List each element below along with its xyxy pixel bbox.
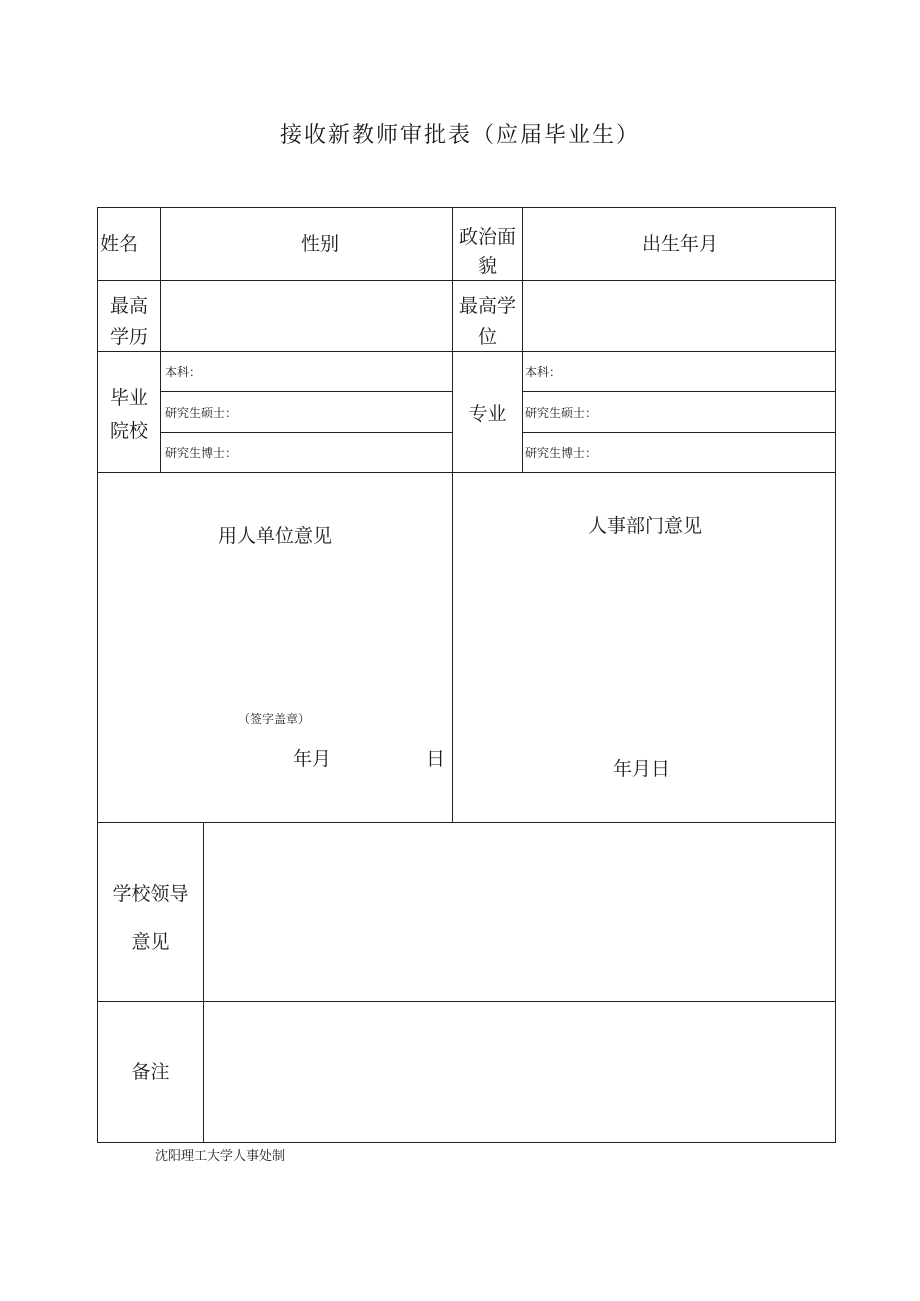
table-line-row3 xyxy=(97,472,836,473)
school-doctor: 研究生博士： xyxy=(165,446,238,460)
education-label-line2: 学历 xyxy=(109,326,148,348)
form-title: 接收新教师审批表（应届毕业生） xyxy=(279,123,640,148)
gender-label: 性别 xyxy=(300,233,339,255)
political-label-line1: 政治面 xyxy=(458,226,516,248)
unit-date-d: 日 xyxy=(426,748,446,770)
degree-label-line1: 最高学 xyxy=(458,295,516,317)
unit-opinion-title: 用人单位意见 xyxy=(217,525,332,547)
name-label: 姓名 xyxy=(100,233,139,255)
school-master: 研究生硕士： xyxy=(165,406,238,420)
table-line-bottom xyxy=(97,1142,836,1143)
unit-date-ym: 年月 xyxy=(293,748,332,770)
hr-opinion-title: 人事部门意见 xyxy=(587,515,702,537)
major-undergrad: 本科： xyxy=(525,365,562,379)
political-label-line2: 貌 xyxy=(477,255,497,277)
table-line-sub2-left xyxy=(160,432,453,433)
table-line-labelcol xyxy=(203,822,204,1143)
leader-label-line2: 意见 xyxy=(131,931,170,953)
table-line-col3 xyxy=(522,207,523,473)
birth-label: 出生年月 xyxy=(641,233,718,255)
hr-date: 年月日 xyxy=(613,758,671,780)
table-line-sub1-left xyxy=(160,391,453,392)
table-line-leader xyxy=(97,1001,836,1002)
major-label: 专业 xyxy=(468,403,507,425)
table-line-opinions xyxy=(97,822,836,823)
leader-label-line1: 学校领导 xyxy=(112,883,189,905)
unit-sign-note: （签字盖章） xyxy=(238,712,311,726)
table-line-sub1-right xyxy=(522,391,836,392)
table-line-col1 xyxy=(160,207,161,473)
school-undergrad: 本科： xyxy=(165,365,202,379)
major-master: 研究生硕士： xyxy=(525,406,598,420)
table-line-sub2-right xyxy=(522,432,836,433)
education-label-line1: 最高 xyxy=(109,295,148,317)
school-label-line2: 院校 xyxy=(109,420,148,442)
school-label-line1: 毕业 xyxy=(109,387,148,409)
footer-note: 沈阳理工大学人事处制 xyxy=(155,1149,286,1164)
major-doctor: 研究生博士： xyxy=(525,446,598,460)
degree-label-line2: 位 xyxy=(477,326,497,348)
remarks-label: 备注 xyxy=(131,1061,170,1083)
table-line-right xyxy=(835,207,836,1143)
table-line-top xyxy=(97,207,836,208)
